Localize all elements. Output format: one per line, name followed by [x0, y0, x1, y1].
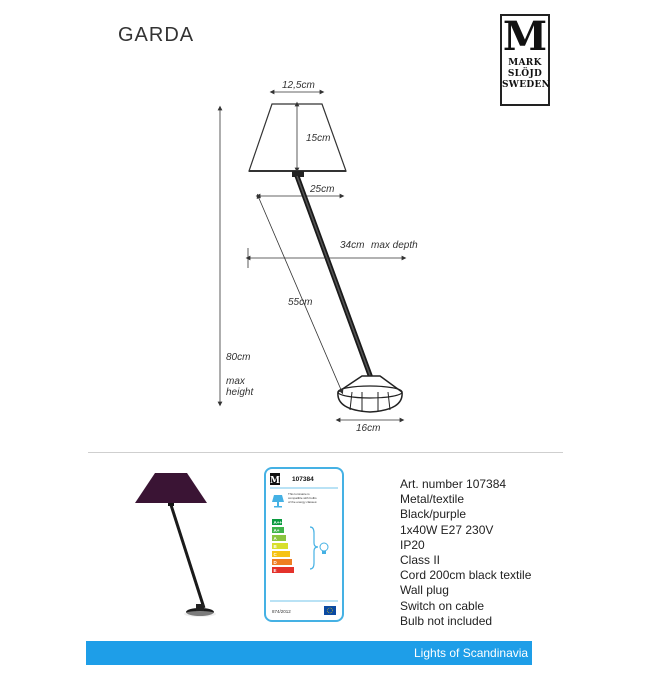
- max-depth-label: max depth: [371, 240, 418, 251]
- svg-text:B: B: [273, 544, 277, 549]
- svg-text:C: C: [273, 552, 277, 557]
- logo-line-2: SLÖJD: [507, 69, 543, 79]
- product-photo: [120, 470, 230, 625]
- height-value: 80cm: [226, 352, 251, 363]
- height-label-height: height: [226, 387, 254, 398]
- shade-outline: [249, 104, 346, 171]
- spec-power: 1x40W E27 230V: [400, 522, 494, 537]
- logo-line-3: SWEDEN: [502, 80, 551, 90]
- energy-label: [264, 467, 344, 622]
- spec-cord: Cord 200cm black textile: [400, 568, 532, 583]
- svg-text:A+: A+: [273, 528, 280, 533]
- spec-ip: IP20: [400, 537, 425, 552]
- eu-flag-icon: [324, 606, 336, 615]
- base-label: 16cm: [356, 423, 381, 434]
- arm-length-label: 55cm: [288, 297, 313, 308]
- section-divider: [88, 452, 563, 453]
- arm-length-dim: [258, 196, 342, 392]
- spec-bulb: Bulb not included: [400, 613, 493, 628]
- logo-line-1: MARK: [508, 58, 542, 68]
- energy-class-bars: [272, 519, 294, 573]
- lamp-base: [338, 376, 402, 412]
- svg-text:D: D: [273, 560, 277, 565]
- spec-color: Black/purple: [400, 507, 467, 522]
- spec-material: Metal/textile: [400, 492, 465, 507]
- product-title: GARDA: [118, 24, 195, 46]
- spec-article: Art. number 107384: [400, 477, 507, 491]
- svg-text:of the energy classes:: of the energy classes:: [288, 500, 318, 504]
- svg-text:M: M: [270, 476, 280, 486]
- shade-top-label: 12,5cm: [282, 80, 315, 91]
- logo-letter: M: [502, 13, 548, 60]
- energy-regulation: 874/2012: [272, 609, 291, 614]
- spec-switch: Switch on cable: [400, 598, 485, 613]
- bulb-icon: [320, 543, 328, 551]
- footer-text: Lights of Scandinavia: [414, 646, 529, 660]
- svg-text:E: E: [273, 568, 277, 573]
- spec-class: Class II: [400, 553, 441, 568]
- svg-text:compatible with bulbs: compatible with bulbs: [288, 496, 317, 500]
- lamp-icon: [272, 495, 284, 502]
- spec-list: [400, 477, 531, 629]
- svg-text:This luminaire is: This luminaire is: [288, 492, 310, 496]
- max-depth-value: 34cm: [340, 240, 365, 251]
- spec-plug: Wall plug: [400, 583, 449, 598]
- energy-label-graphic: [266, 469, 342, 620]
- shade-height-label: 15cm: [306, 133, 331, 144]
- energy-article: 107384: [292, 476, 314, 483]
- shade-bottom-label: 25cm: [310, 184, 335, 195]
- svg-text:A++: A++: [273, 520, 283, 525]
- svg-text:A: A: [273, 536, 277, 541]
- class-brace: [310, 527, 318, 569]
- height-label-max: max: [226, 376, 245, 387]
